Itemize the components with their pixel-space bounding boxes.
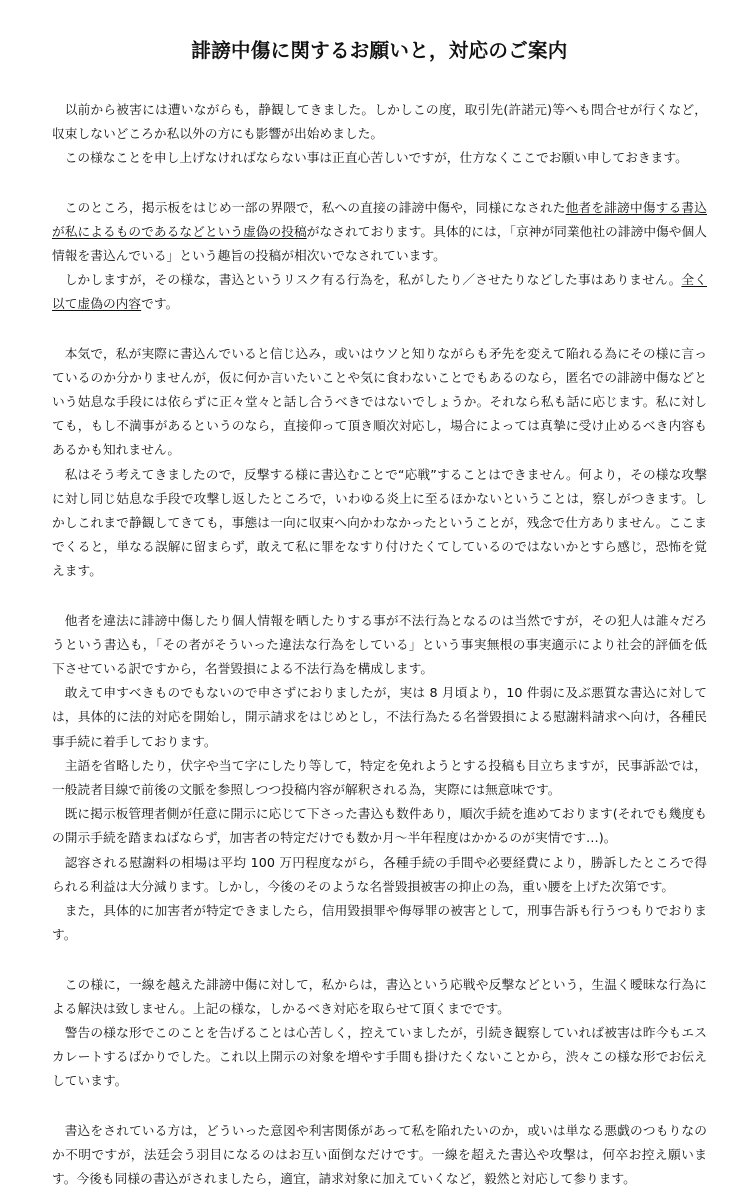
body-paragraph	[52, 342, 707, 463]
text-run: また，具体的に加害者が特定できましたら，信用毀損罪や侮辱罪の被害として，刑事告訴も行うつもりでおります。	[52, 903, 707, 943]
body-paragraph	[52, 609, 707, 682]
text-run: です。	[141, 296, 179, 312]
underlined-text: 他者を誹謗中傷する書込が私によるものであるなどという虚偽の投稿	[52, 199, 707, 239]
underlined-text: 全く以て虚偽の内容	[52, 272, 707, 312]
body-paragraph	[52, 754, 707, 802]
document-section	[52, 98, 707, 171]
text-run: この様なことを申し上げなければならない事は正直心苦しいですが，仕方なくここでお願い申しておきます。	[64, 150, 688, 166]
body-paragraph	[52, 196, 707, 269]
body-paragraph	[52, 802, 707, 850]
body-paragraph	[52, 851, 707, 899]
text-run: この様に，一線を越えた誹謗中傷に対して，私からは，書込という応戦や反撃などという，生温く曖昧な行為による解決は致しません。上記の様な，しかるべき対応を取らせて頂くまでです。	[52, 976, 707, 1016]
body-paragraph	[52, 98, 707, 146]
document-section	[52, 342, 707, 584]
text-run: がなされております。具体的には，「京神が同業他社の誹謗中傷や個人情報を書込んでいる」という趣旨の投稿が相次いでなされています。	[52, 223, 708, 264]
body-paragraph	[52, 146, 707, 170]
document-section	[52, 1119, 707, 1191]
text-run: 本気で，私が実際に書込んでいると信じ込み，或いはウソと知りながらも矛先を変えて陥れる為にその様に言っているのか分かりませんが，仮に何か言いたいことや気に食わないことでもあるのなら，匿名での誹謗中傷などという姑息な手段には依らずに正々堂々と話し合うべきではないでしょうか。それなら私も話に応じます。私に対しても，もし不満事があるというのなら，直接仰って頂き順次対応し，場合によっては真摯に受け止めるべき内容もあるかも知れません。	[52, 345, 707, 458]
document-title: 誹謗中傷に関するお願いと，対応のご案内	[191, 39, 568, 62]
text-run: 警告の様な形でこのことを告げることは心苦しく，控えていましたが，引続き観察していれば被害は昨今もエスカレートするばかりでした。これ以上開示の対象を増やす手間も掛けたくないことから，渋々この様な形でお伝えしています。	[52, 1024, 707, 1089]
body-paragraph	[52, 973, 707, 1021]
document-section	[52, 609, 707, 948]
text-run: 既に掲示板管理者側が任意に開示に応じて下さった書込も数件あり，順次手続を進めております(それでも幾度もの開示手続を踏まねばならず，加害者の特定だけでも数か月～半年程度はかかるのが実情です…)。	[52, 806, 707, 846]
text-run: 私はそう考えてきましたので，反撃する様に書込むことで“応戦”することはできません。何より，その様な攻撃に対し同じ姑息な手段で攻撃し返したところで，いわゆる炎上に至るほかないということは，察しがつきます。しかしこれまで静観してきても，事態は一向に収束へ向かわなかったということが，残念で仕方ありません。ここまでくると，単なる誤解に留まらず，敢えて私に罪をなすり付けたくてしているのではないかとすら感じ，恐怖を覚えます。	[52, 466, 707, 579]
text-run: 書込をされている方は，どういった意図や利害関係があって私を陥れたいのか，或いは単なる悪戯のつもりなのか不明ですが，法廷会う羽目になるのはお互い面倒なだけです。一線を超えた書込や攻撃は，何卒お控え願います。今後も同様の書込がされましたら，適宜，請求対象に加えていくなど，毅然と対応して参ります。	[52, 1122, 707, 1186]
body-paragraph	[52, 681, 707, 754]
body-paragraph	[52, 268, 707, 316]
text-run: 敢えて申すべきものでもないので申さずにおりましたが，実は 8 月頃より，10 件弱に及ぶ悪質な書込に対しては，具体的に法的対応を開始し，開示請求をはじめとし，不法行為たる名誉毀損による慰謝料請求へ向け，各種民事手続に着手しております。	[52, 685, 707, 749]
document-section	[52, 973, 707, 1094]
body-paragraph	[52, 1119, 707, 1191]
document-body	[52, 98, 707, 1191]
text-run: 主語を省略したり，伏字や当て字にしたり等して，特定を免れようとする投稿も目立ちますが，民事訴訟では，一般読者目線で前後の文脈を参照しつつ投稿内容が解釈される為，実際には無意味です。	[52, 757, 707, 798]
body-paragraph	[52, 1021, 707, 1094]
text-run: 認容される慰謝料の相場は平均 100 万円程度ながら，各種手続の手間や必要経費により，勝訴したところで得られる利益は大分減ります。しかし，今後のそのような名誉毀損被害の抑止の為，重い腰を上げた次第です。	[52, 854, 707, 894]
body-paragraph	[52, 899, 707, 947]
document-section	[52, 196, 707, 317]
text-run: 他者を違法に誹謗中傷したり個人情報を晒したりする事が不法行為となるのは当然ですが，その犯人は誰々だろうという書込も，「その者がそういった違法な行為をしている」という事実無根の事実適示により社会的評価を低下させている訳ですから，名誉毀損による不法行為を構成します。	[52, 612, 707, 677]
body-paragraph	[52, 463, 707, 584]
text-run: このところ，掲示板をはじめ一部の界隈で，私への直接の誹謗中傷や，同様になされた	[64, 199, 566, 215]
text-run: しかしますが，その様な，書込というリスク有る行為を，私がしたり／させたりなどした事はありません。	[64, 272, 682, 288]
text-run: 以前から被害には遭いながらも，静観してきました。しかしこの度，取引先(許諾元)等へも問合せが行くなど，収束しないどころか私以外の方にも影響が出始めました。	[52, 102, 707, 142]
